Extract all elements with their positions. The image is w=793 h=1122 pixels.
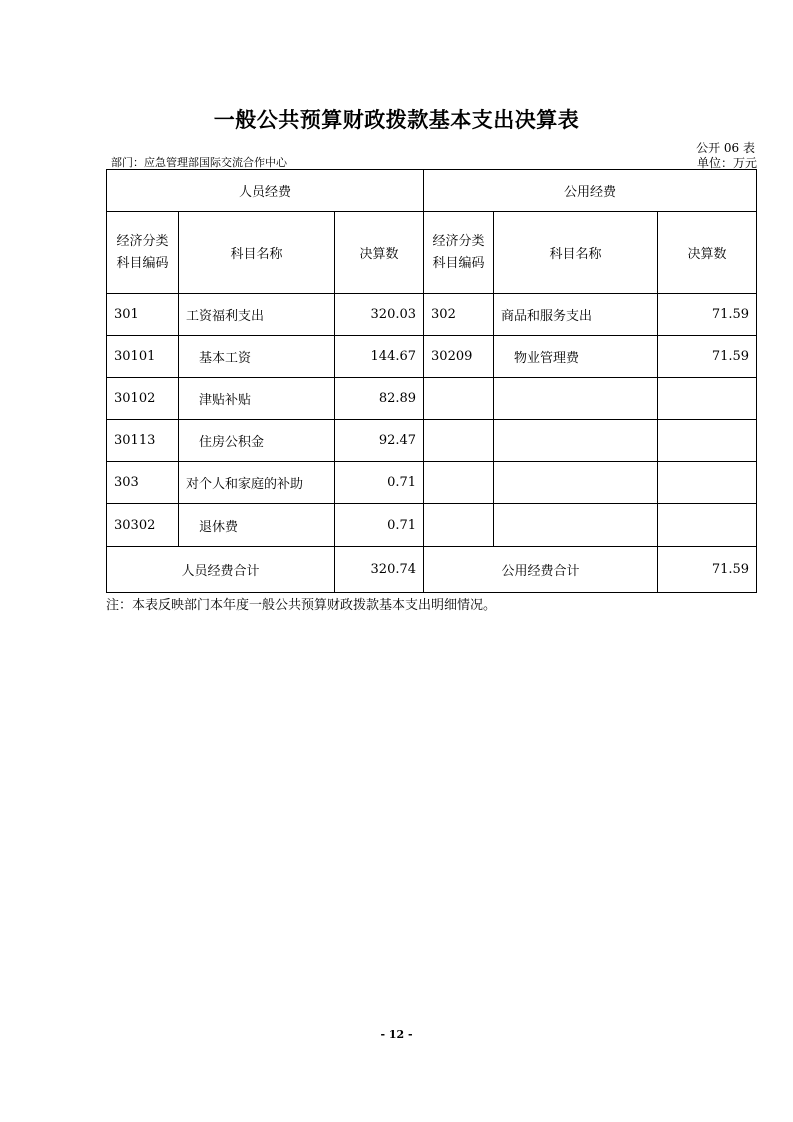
- amount-cell: 144.67: [335, 336, 424, 378]
- empty-cell: [658, 378, 757, 420]
- department-label: 部门：应急管理部国际交流合作中心: [111, 156, 287, 169]
- code-header: 经济分类 科目编码: [107, 212, 179, 294]
- table-row: [107, 420, 757, 462]
- empty-cell: [494, 378, 658, 420]
- amount-cell: 92.47: [335, 420, 424, 462]
- empty-cell: [494, 420, 658, 462]
- code-cell: 30101: [107, 336, 179, 378]
- code-cell: 302: [424, 294, 494, 336]
- table-row: [107, 462, 757, 504]
- amount-cell: 71.59: [658, 294, 757, 336]
- name-cell: 商品和服务支出: [494, 294, 658, 336]
- name-header: 科目名称: [179, 212, 335, 294]
- table-row: [107, 378, 757, 420]
- code-cell: 30302: [107, 504, 179, 547]
- name-cell: 物业管理费: [494, 336, 658, 378]
- public-header: 公用经费: [424, 170, 757, 212]
- name-cell: 退休费: [179, 504, 335, 547]
- table-note: 注：本表反映部门本年度一般公共预算财政拨款基本支出明细情况。: [106, 598, 497, 613]
- name-header: 科目名称: [494, 212, 658, 294]
- personnel-header: 人员经费: [107, 170, 424, 212]
- empty-cell: [658, 420, 757, 462]
- name-cell: 住房公积金: [179, 420, 335, 462]
- amount-cell: 0.71: [335, 504, 424, 547]
- code-cell: 30209: [424, 336, 494, 378]
- empty-cell: [424, 462, 494, 504]
- totals-row: [107, 547, 757, 593]
- code-cell: 30102: [107, 378, 179, 420]
- column-header-row: [107, 212, 757, 294]
- amount-cell: 320.03: [335, 294, 424, 336]
- amount-header: 决算数: [335, 212, 424, 294]
- table-row: [107, 294, 757, 336]
- empty-cell: [658, 504, 757, 547]
- name-cell: 基本工资: [179, 336, 335, 378]
- page-title: 一般公共预算财政拨款基本支出决算表: [213, 108, 580, 132]
- expenditure-table: [106, 169, 757, 593]
- code-cell: 30113: [107, 420, 179, 462]
- amount-header: 决算数: [658, 212, 757, 294]
- empty-cell: [494, 462, 658, 504]
- form-number: 公开 06 表: [696, 141, 755, 155]
- name-cell: 津贴补贴: [179, 378, 335, 420]
- empty-cell: [424, 504, 494, 547]
- name-cell: 对个人和家庭的补助: [179, 462, 335, 504]
- personnel-total-amount: 320.74: [335, 547, 424, 593]
- table-row: [107, 336, 757, 378]
- public-total-amount: 71.59: [658, 547, 757, 593]
- empty-cell: [424, 420, 494, 462]
- code-header: 经济分类 科目编码: [424, 212, 494, 294]
- group-header-row: [107, 170, 757, 212]
- personnel-total-label: 人员经费合计: [107, 547, 335, 593]
- amount-cell: 82.89: [335, 378, 424, 420]
- empty-cell: [658, 462, 757, 504]
- amount-cell: 71.59: [658, 336, 757, 378]
- public-total-label: 公用经费合计: [424, 547, 658, 593]
- empty-cell: [494, 504, 658, 547]
- empty-cell: [424, 378, 494, 420]
- unit-label: 单位：万元: [696, 156, 757, 170]
- amount-cell: 0.71: [335, 462, 424, 504]
- code-cell: 303: [107, 462, 179, 504]
- name-cell: 工资福利支出: [179, 294, 335, 336]
- code-cell: 301: [107, 294, 179, 336]
- table-row: [107, 504, 757, 547]
- page-number: - 12 -: [380, 1028, 413, 1041]
